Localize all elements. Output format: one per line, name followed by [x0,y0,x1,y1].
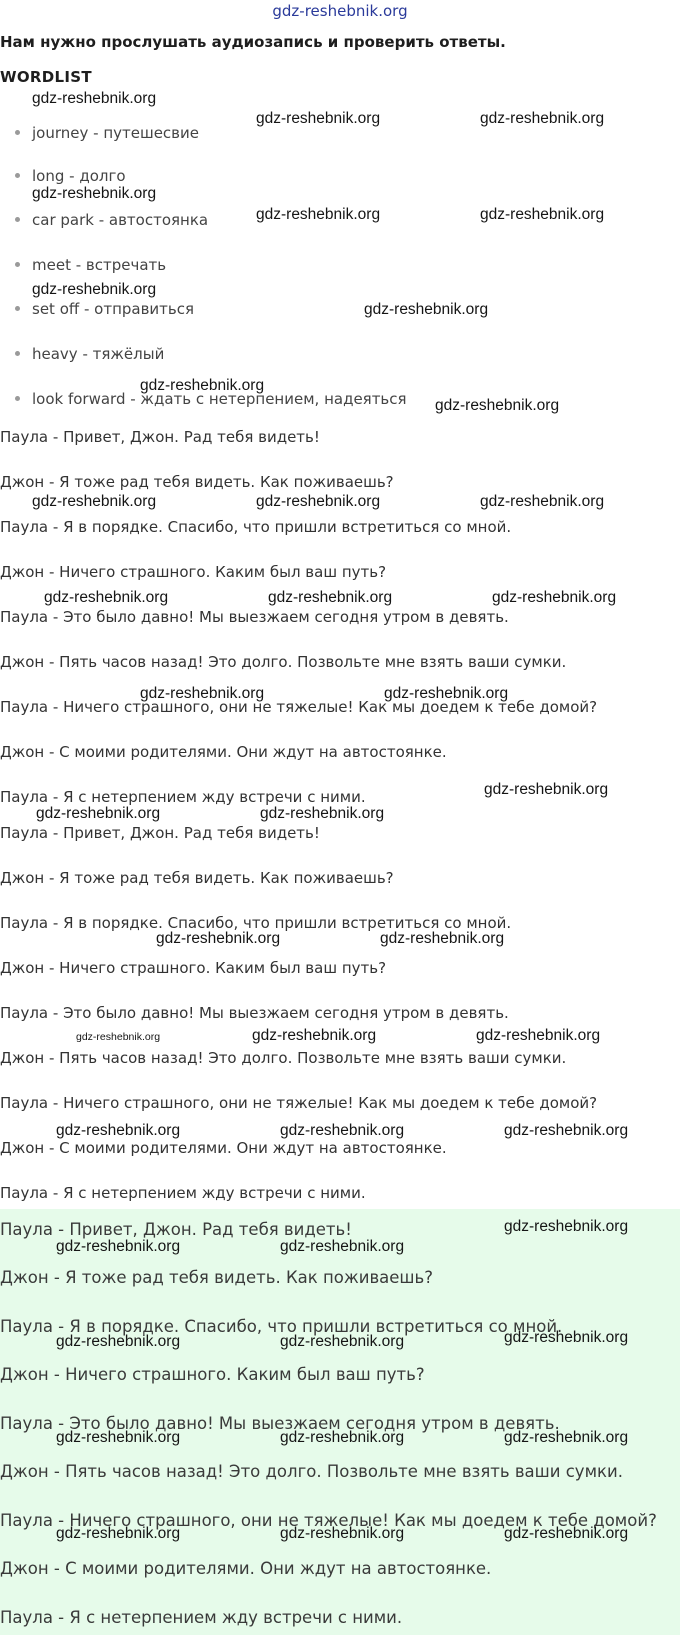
bullet-icon [15,306,20,311]
wordlist-item-text: meet - встречать [32,256,167,274]
watermark: gdz-reshebnik.org [56,1122,181,1139]
bullet-icon [15,217,20,222]
wordlist-item-text: heavy - тяжёлый [32,345,165,363]
watermark: gdz-reshebnik.org [504,1218,629,1235]
wordlist-item [15,256,166,274]
watermark: gdz-reshebnik.org [32,185,157,202]
watermark: gdz-reshebnik.org [484,781,609,798]
watermark: gdz-reshebnik.org [280,1333,405,1350]
wordlist-heading: WORDLIST [0,68,92,86]
dialogue-line: Джон - Я тоже рад тебя видеть. Как поживаешь? [0,869,394,887]
dialogue-line: Джон - С моими родителями. Они ждут на автостоянке. [0,1559,492,1578]
bullet-icon [15,351,20,356]
wordlist-item-text: long - долго [32,167,126,185]
intro-text: Нам нужно прослушать аудиозапись и проверить ответы. [0,33,506,51]
dialogue-line: Паула - Я с нетерпением жду встречи с ними. [0,1184,366,1202]
wordlist-item-text: look forward - ждать с нетерпением, надеяться [32,390,407,408]
watermark: gdz-reshebnik.org [156,930,281,947]
watermark: gdz-reshebnik.org [256,110,381,127]
dialogue-line: Паула - Ничего страшного, они не тяжелые! Как мы доедем к тебе домой? [0,1094,598,1112]
watermark: gdz-reshebnik.org [476,1027,601,1044]
watermark: gdz-reshebnik.org [504,1329,629,1346]
wordlist-item [15,211,208,229]
dialogue-line: Паула - Ничего страшного, они не тяжелые! Как мы доедем к тебе домой? [0,698,598,716]
dialogue-line: Джон - Ничего страшного. Каким был ваш путь? [0,1365,425,1384]
watermark: gdz-reshebnik.org [504,1429,629,1446]
watermark: gdz-reshebnik.org [435,397,560,414]
wordlist-item [15,345,164,363]
watermark: gdz-reshebnik.org [36,805,161,822]
dialogue-line: Паула - Это было давно! Мы выезжаем сегодня утром в девять. [0,1004,509,1022]
watermark: gdz-reshebnik.org [492,589,617,606]
dialogue-line: Джон - Пять часов назад! Это долго. Позвольте мне взять ваши сумки. [0,1049,567,1067]
watermark: gdz-reshebnik.org [140,377,265,394]
watermark: gdz-reshebnik.org [480,206,605,223]
dialogue-line: Паула - Я в порядке. Спасибо, что пришли встретиться со мной. [0,914,512,932]
dialogue-line: Джон - Пять часов назад! Это долго. Позвольте мне взять ваши сумки. [0,1462,623,1481]
site-header[interactable]: gdz-reshebnik.org [272,2,408,20]
watermark: gdz-reshebnik.org [56,1333,181,1350]
watermark: gdz-reshebnik.org [384,685,509,702]
watermark: gdz-reshebnik.org [140,685,265,702]
dialogue-line: Паула - Привет, Джон. Рад тебя видеть! [0,1220,352,1239]
watermark: gdz-reshebnik.org [44,589,169,606]
dialogue-line: Паула - Привет, Джон. Рад тебя видеть! [0,428,320,446]
watermark: gdz-reshebnik.org [364,301,489,318]
watermark: gdz-reshebnik.org [260,805,385,822]
bullet-icon [15,396,20,401]
watermark: gdz-reshebnik.org [56,1238,181,1255]
watermark: gdz-reshebnik.org [380,930,505,947]
dialogue-line: Джон - Я тоже рад тебя видеть. Как поживаешь? [0,473,394,491]
dialogue-line: Паула - Я с нетерпением жду встречи с ними. [0,788,366,806]
dialogue-line: Джон - Пять часов назад! Это долго. Позвольте мне взять ваши сумки. [0,653,567,671]
dialogue-line: Паула - Я в порядке. Спасибо, что пришли встретиться со мной. [0,1317,563,1336]
watermark: gdz-reshebnik.org [32,281,157,298]
watermark: gdz-reshebnik.org [504,1122,629,1139]
dialogue-line: Паула - Я с нетерпением жду встречи с ними. [0,1608,403,1627]
wordlist-item [15,167,126,185]
watermark: gdz-reshebnik.org [504,1525,629,1542]
watermark: gdz-reshebnik.org [56,1525,181,1542]
wordlist-item [15,300,194,318]
watermark: gdz-reshebnik.org [280,1525,405,1542]
watermark: gdz-reshebnik.org [76,1031,161,1043]
watermark: gdz-reshebnik.org [480,110,605,127]
dialogue-line: Джон - С моими родителями. Они ждут на автостоянке. [0,743,447,761]
watermark: gdz-reshebnik.org [480,493,605,510]
dialogue-line: Паула - Ничего страшного, они не тяжелые! Как мы доедем к тебе домой? [0,1511,657,1530]
watermark: gdz-reshebnik.org [256,493,381,510]
watermark: gdz-reshebnik.org [268,589,393,606]
dialogue-line: Паула - Привет, Джон. Рад тебя видеть! [0,824,320,842]
watermark: gdz-reshebnik.org [32,493,157,510]
watermark: gdz-reshebnik.org [280,1238,405,1255]
dialogue-line: Паула - Это было давно! Мы выезжаем сегодня утром в девять. [0,1414,560,1433]
watermark: gdz-reshebnik.org [280,1429,405,1446]
wordlist-item-text: car park - автостоянка [32,211,209,229]
dialogue-line: Джон - С моими родителями. Они ждут на автостоянке. [0,1139,447,1157]
wordlist-item-text: set off - отправиться [32,300,195,318]
watermark: gdz-reshebnik.org [56,1429,181,1446]
watermark: gdz-reshebnik.org [280,1122,405,1139]
dialogue-line: Джон - Я тоже рад тебя видеть. Как поживаешь? [0,1268,434,1287]
dialogue-line: Джон - Ничего страшного. Каким был ваш путь? [0,959,387,977]
dialogue-line: Джон - Ничего страшного. Каким был ваш путь? [0,563,387,581]
wordlist-item [15,124,199,142]
watermark: gdz-reshebnik.org [32,90,157,107]
bullet-icon [15,130,20,135]
watermark: gdz-reshebnik.org [256,206,381,223]
bullet-icon [15,262,20,267]
dialogue-line: Паула - Это было давно! Мы выезжаем сегодня утром в девять. [0,608,509,626]
dialogue-line: Паула - Я в порядке. Спасибо, что пришли встретиться со мной. [0,518,512,536]
watermark: gdz-reshebnik.org [252,1027,377,1044]
bullet-icon [15,173,20,178]
wordlist-item-text: journey - путешесвие [32,124,199,142]
